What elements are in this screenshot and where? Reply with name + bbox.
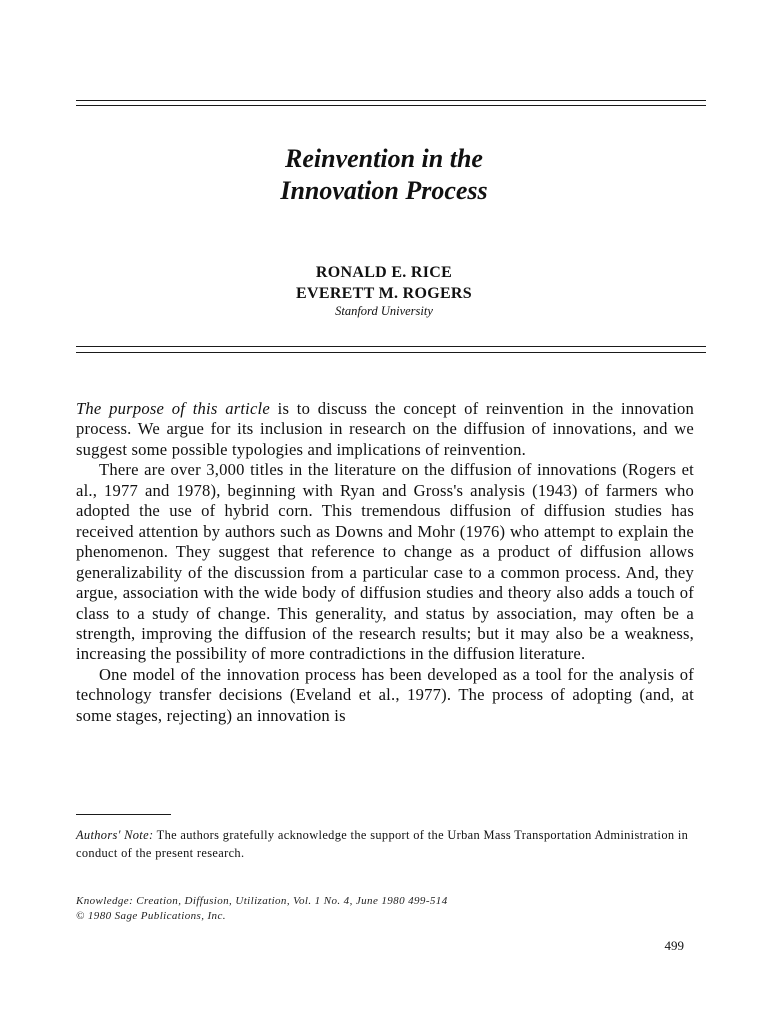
body-paragraph: There are over 3,000 titles in the literature on the diffusion of innovations (Rogers et al., 1977 and 1978), beginning with Ryan and Gross's analysis (1943) of farmers who adopted the use of hybrid corn. This tremendous diffusion of diffusion studies has received attention by authors such as Downs and Mohr (1976) who attempt to explain the phenomenon. They suggest that reference to change as a product of diffusion allows generalizability of the discussion from a particular case to a common process. And, they argue, association with the wide body of diffusion studies and theory also adds a touch of class to a study of change. This generality, and status by association, may often be a strength, improving the diffusion of the research results; but it may also be a weakness, increasing the possibility of more contradictions in the diffusion literature. (76, 460, 694, 664)
copyright-line: © 1980 Sage Publications, Inc. (76, 910, 226, 922)
journal-citation (76, 894, 706, 924)
top-rule-upper (76, 100, 706, 101)
author-name: RONALD E. RICE (315, 264, 453, 281)
author-list (0, 262, 768, 304)
footnote-rule (76, 814, 171, 815)
authors-note-footnote (76, 826, 706, 862)
paragraph-lead-phrase: The purpose of this article (76, 399, 270, 418)
body-paragraph: One model of the innovation process has been developed as a tool for the analysis of technology transfer decisions (Eveland et al., 1977). The process of adopting (and, at some stages, rejecting) an innovation is (76, 664, 694, 725)
top-rule-lower (76, 105, 706, 106)
article-title (0, 143, 768, 207)
article-title-line-2: Innovation Process (280, 176, 488, 205)
header-rule-upper (76, 346, 706, 347)
header-rule-lower (76, 352, 706, 353)
author-name: EVERETT M. ROGERS (296, 285, 472, 302)
paragraph-text: is to discuss the concept of reinvention in the innovation process. We argue for its inclusion in research on the diffusion of innovations, and we suggest some possible typologies and implications of reinvention. (76, 399, 694, 459)
body-paragraph (76, 399, 694, 460)
author-affiliation: Stanford University (335, 304, 433, 318)
footnote-label: Authors' Note: (76, 828, 154, 842)
article-body (76, 399, 694, 726)
footnote-text: The authors gratefully acknowledge the support of the Urban Mass Transportation Administration in conduct of the present research. (76, 828, 689, 860)
page-number: 499 (664, 938, 684, 953)
citation-line: Knowledge: Creation, Diffusion, Utilization, Vol. 1 No. 4, June 1980 499-514 (76, 895, 448, 907)
article-title-line-1: Reinvention in the (285, 144, 483, 173)
